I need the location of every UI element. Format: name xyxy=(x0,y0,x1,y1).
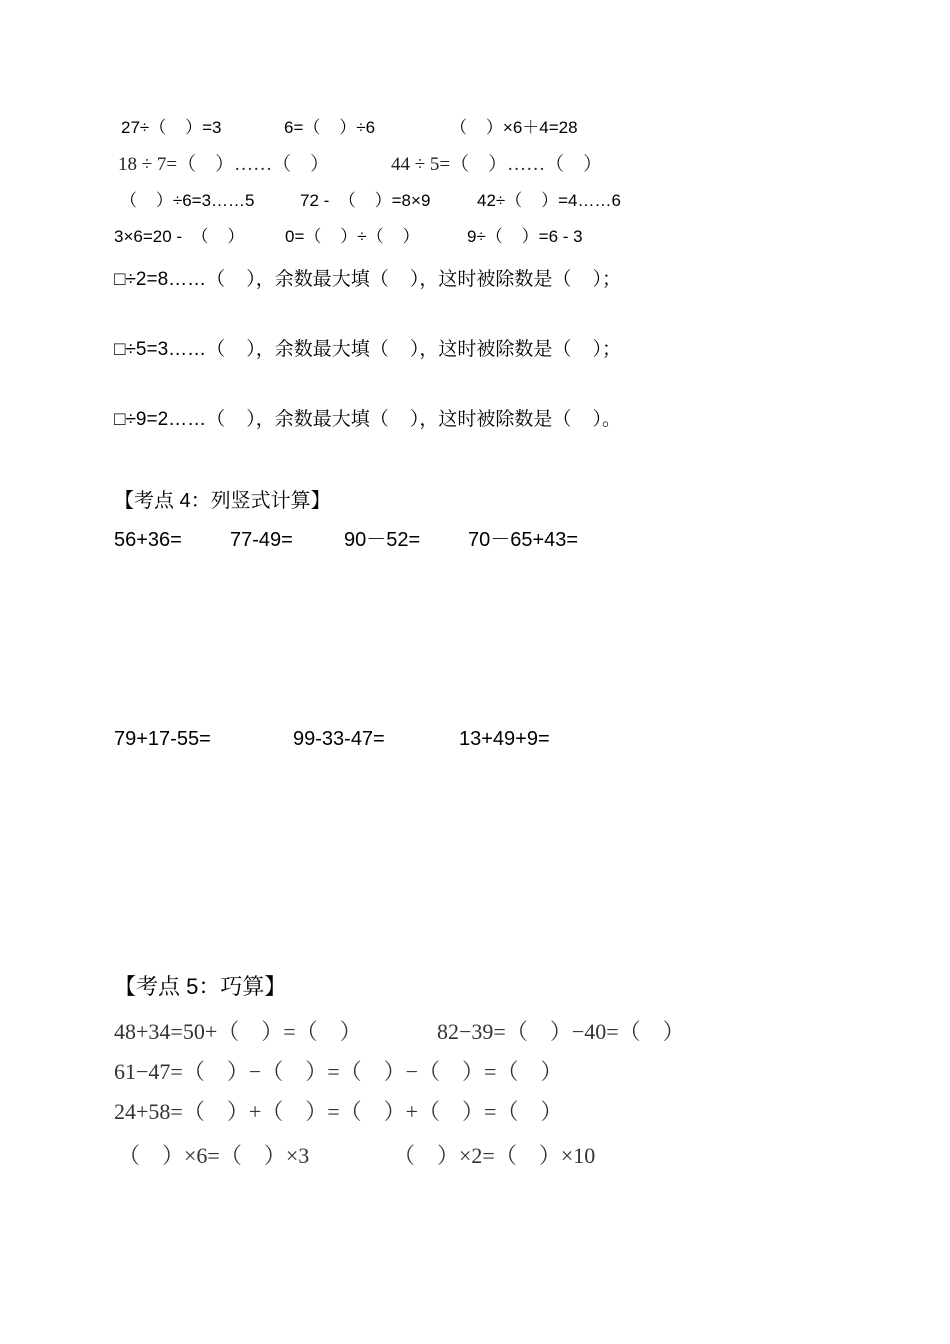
problem-2-2: 44 ÷ 5=（ ）……（ ） xyxy=(391,154,603,175)
problem-4-2: 0=（ ）÷（ ） xyxy=(285,227,420,246)
section-5-title: 【考点 5：巧算】 xyxy=(114,974,287,999)
problem-1-1: 27÷（ ）=3 xyxy=(121,118,222,137)
clever-2: 61−47=（ ）−（ ）=（ ）−（ ）=（ ） xyxy=(114,1059,563,1084)
calc-2-2: 99-33-47= xyxy=(293,728,385,750)
clever-4-1: （ ）×6=（ ）×3 xyxy=(118,1143,310,1168)
clever-3: 24+58=（ ）+（ ）=（ ）+（ ）=（ ） xyxy=(114,1099,563,1124)
problem-4-3: 9÷（ ）=6 - 3 xyxy=(467,227,583,246)
calc-2-3: 13+49+9= xyxy=(459,728,550,750)
calc-1-1: 56+36= xyxy=(114,529,182,551)
calc-1-3: 90－52= xyxy=(344,529,421,551)
clever-4-2: （ ）×2=（ ）×10 xyxy=(393,1143,596,1168)
problem-2-1: 18 ÷ 7=（ ）……（ ） xyxy=(118,154,330,175)
problem-3-2: 72 - （ ）=8×9 xyxy=(300,191,431,210)
calc-1-2: 77-49= xyxy=(230,529,293,551)
problem-4-1: 3×6=20 - （ ） xyxy=(114,227,245,246)
problem-3-1: （ ）÷6=3……5 xyxy=(120,191,255,210)
remainder-problem-1: □÷2=8……（ ），余数最大填（ ），这时被除数是（ ）； xyxy=(114,269,621,290)
calc-2-1: 79+17-55= xyxy=(114,728,211,750)
remainder-problem-3: □÷9=2……（ ），余数最大填（ ），这时被除数是（ ）。 xyxy=(114,409,621,430)
problem-1-2: 6=（ ）÷6 xyxy=(284,118,376,137)
section-4-title: 【考点 4：列竖式计算】 xyxy=(114,490,331,512)
problem-3-3: 42÷（ ）=4……6 xyxy=(477,191,621,210)
remainder-problem-2: □÷5=3……（ ），余数最大填（ ），这时被除数是（ ）； xyxy=(114,339,621,360)
clever-1-2: 82−39=（ ）−40=（ ） xyxy=(437,1019,685,1044)
problem-1-3: （ ）×6＋4=28 xyxy=(450,118,578,137)
calc-1-4: 70－65+43= xyxy=(468,529,579,551)
clever-1-1: 48+34=50+（ ）=（ ） xyxy=(114,1019,362,1044)
